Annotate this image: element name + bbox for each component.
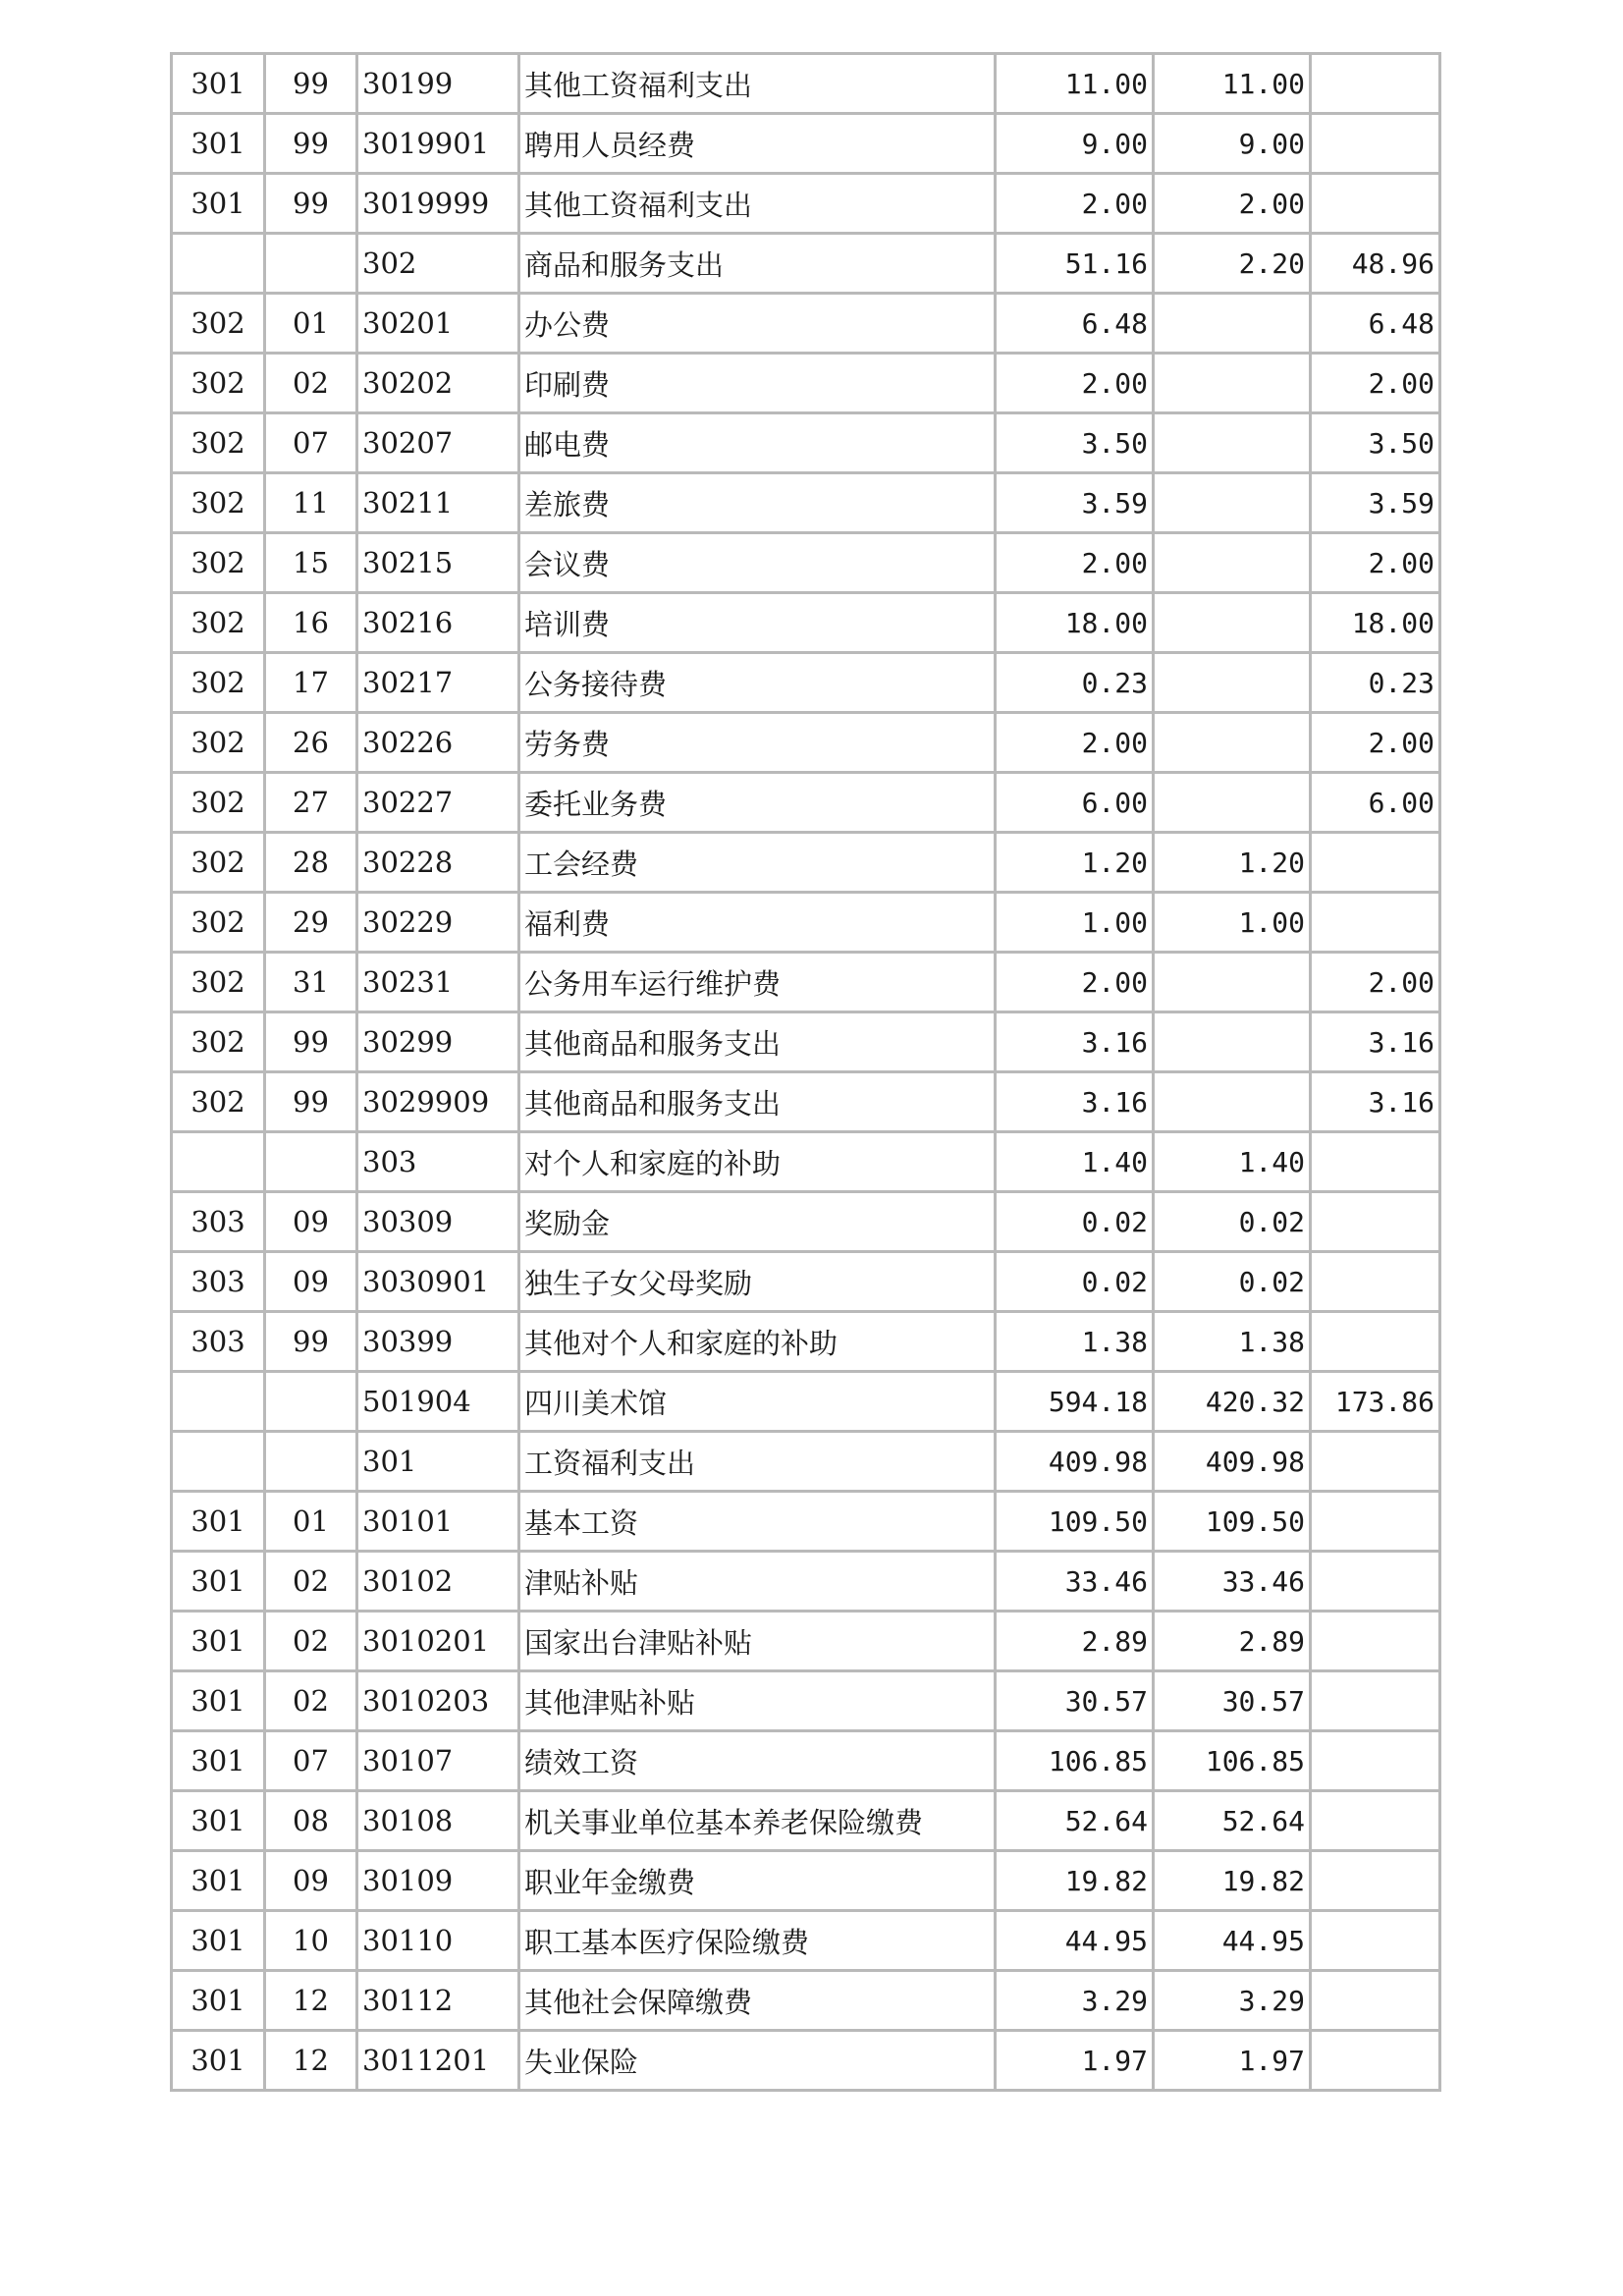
subject-code-cell: 30231	[357, 953, 519, 1012]
category-section-cell: 99	[265, 54, 357, 114]
total-amount-cell: 1.20	[996, 833, 1154, 893]
subject-code-cell: 3010203	[357, 1671, 519, 1731]
subject-name-cell: 福利费	[519, 893, 996, 953]
basic-expenditure-cell: 1.00	[1154, 893, 1311, 953]
subject-code-cell: 30216	[357, 593, 519, 653]
total-amount-cell: 594.18	[996, 1372, 1154, 1432]
category-section-cell: 07	[265, 413, 357, 473]
subject-code-cell: 30112	[357, 1971, 519, 2031]
project-expenditure-cell: 3.50	[1311, 413, 1440, 473]
category-class-cell: 301	[172, 1671, 265, 1731]
table-row	[172, 953, 1440, 1012]
category-class-cell: 301	[172, 1492, 265, 1552]
project-expenditure-cell: 3.59	[1311, 473, 1440, 533]
total-amount-cell: 106.85	[996, 1731, 1154, 1791]
subject-name-cell: 对个人和家庭的补助	[519, 1132, 996, 1192]
subject-code-cell: 3030901	[357, 1252, 519, 1312]
category-class-cell: 302	[172, 354, 265, 413]
project-expenditure-cell: 2.00	[1311, 354, 1440, 413]
basic-expenditure-cell: 1.40	[1154, 1132, 1311, 1192]
category-section-cell: 27	[265, 773, 357, 833]
category-section-cell: 31	[265, 953, 357, 1012]
subject-code-cell: 3029909	[357, 1072, 519, 1132]
project-expenditure-cell	[1311, 1731, 1440, 1791]
category-section-cell: 28	[265, 833, 357, 893]
subject-code-cell: 30202	[357, 354, 519, 413]
project-expenditure-cell	[1311, 2031, 1440, 2091]
category-section-cell: 17	[265, 653, 357, 713]
total-amount-cell: 1.40	[996, 1132, 1154, 1192]
table-row	[172, 1012, 1440, 1072]
total-amount-cell: 30.57	[996, 1671, 1154, 1731]
table-body	[172, 54, 1440, 2091]
subject-name-cell: 其他工资福利支出	[519, 54, 996, 114]
category-class-cell: 302	[172, 473, 265, 533]
subject-name-cell: 差旅费	[519, 473, 996, 533]
project-expenditure-cell: 2.00	[1311, 953, 1440, 1012]
category-section-cell: 16	[265, 593, 357, 653]
category-class-cell: 302	[172, 593, 265, 653]
category-class-cell: 301	[172, 1851, 265, 1911]
category-section-cell: 15	[265, 533, 357, 593]
basic-expenditure-cell	[1154, 653, 1311, 713]
subject-name-cell: 培训费	[519, 593, 996, 653]
basic-expenditure-cell: 33.46	[1154, 1552, 1311, 1612]
category-class-cell: 302	[172, 413, 265, 473]
total-amount-cell: 3.16	[996, 1012, 1154, 1072]
project-expenditure-cell: 2.00	[1311, 533, 1440, 593]
subject-code-cell: 30299	[357, 1012, 519, 1072]
category-class-cell: 301	[172, 1552, 265, 1612]
total-amount-cell: 18.00	[996, 593, 1154, 653]
subject-name-cell: 津贴补贴	[519, 1552, 996, 1612]
basic-expenditure-cell	[1154, 533, 1311, 593]
category-section-cell: 12	[265, 1971, 357, 2031]
table-row	[172, 114, 1440, 174]
subject-code-cell: 302	[357, 234, 519, 294]
category-section-cell	[265, 1372, 357, 1432]
project-expenditure-cell	[1311, 1791, 1440, 1851]
project-expenditure-cell: 3.16	[1311, 1012, 1440, 1072]
project-expenditure-cell	[1311, 1612, 1440, 1671]
table-row	[172, 893, 1440, 953]
basic-expenditure-cell	[1154, 294, 1311, 354]
category-class-cell: 301	[172, 1971, 265, 2031]
basic-expenditure-cell: 30.57	[1154, 1671, 1311, 1731]
table-row	[172, 1192, 1440, 1252]
table-row	[172, 1132, 1440, 1192]
project-expenditure-cell	[1311, 174, 1440, 234]
subject-code-cell: 30110	[357, 1911, 519, 1971]
table-row	[172, 1851, 1440, 1911]
basic-expenditure-cell: 11.00	[1154, 54, 1311, 114]
basic-expenditure-cell	[1154, 473, 1311, 533]
subject-code-cell: 30309	[357, 1192, 519, 1252]
total-amount-cell: 9.00	[996, 114, 1154, 174]
basic-expenditure-cell: 52.64	[1154, 1791, 1311, 1851]
category-section-cell: 09	[265, 1851, 357, 1911]
subject-code-cell: 30108	[357, 1791, 519, 1851]
total-amount-cell: 3.50	[996, 413, 1154, 473]
category-section-cell: 11	[265, 473, 357, 533]
subject-name-cell: 其他社会保障缴费	[519, 1971, 996, 2031]
basic-expenditure-cell: 106.85	[1154, 1731, 1311, 1791]
total-amount-cell: 3.29	[996, 1971, 1154, 2031]
subject-code-cell: 301	[357, 1432, 519, 1492]
basic-expenditure-cell: 19.82	[1154, 1851, 1311, 1911]
subject-name-cell: 职业年金缴费	[519, 1851, 996, 1911]
category-section-cell	[265, 1432, 357, 1492]
basic-expenditure-cell	[1154, 593, 1311, 653]
table-row	[172, 653, 1440, 713]
basic-expenditure-cell: 2.89	[1154, 1612, 1311, 1671]
project-expenditure-cell	[1311, 893, 1440, 953]
category-section-cell: 29	[265, 893, 357, 953]
category-class-cell: 301	[172, 54, 265, 114]
basic-expenditure-cell: 3.29	[1154, 1971, 1311, 2031]
basic-expenditure-cell: 0.02	[1154, 1252, 1311, 1312]
subject-name-cell: 职工基本医疗保险缴费	[519, 1911, 996, 1971]
subject-name-cell: 会议费	[519, 533, 996, 593]
table-row	[172, 1971, 1440, 2031]
subject-name-cell: 奖励金	[519, 1192, 996, 1252]
subject-code-cell: 30399	[357, 1312, 519, 1372]
table-row	[172, 354, 1440, 413]
basic-expenditure-cell	[1154, 413, 1311, 473]
category-class-cell: 302	[172, 1012, 265, 1072]
category-section-cell: 99	[265, 1072, 357, 1132]
table-row	[172, 1612, 1440, 1671]
subject-name-cell: 工资福利支出	[519, 1432, 996, 1492]
category-section-cell	[265, 1132, 357, 1192]
basic-expenditure-cell: 0.02	[1154, 1192, 1311, 1252]
subject-name-cell: 机关事业单位基本养老保险缴费	[519, 1791, 996, 1851]
category-class-cell: 302	[172, 533, 265, 593]
category-section-cell: 99	[265, 114, 357, 174]
basic-expenditure-cell: 1.20	[1154, 833, 1311, 893]
budget-expenditure-table	[170, 52, 1441, 2092]
category-section-cell: 99	[265, 174, 357, 234]
project-expenditure-cell: 0.23	[1311, 653, 1440, 713]
category-section-cell: 01	[265, 294, 357, 354]
subject-code-cell: 3011201	[357, 2031, 519, 2091]
total-amount-cell: 0.23	[996, 653, 1154, 713]
total-amount-cell: 33.46	[996, 1552, 1154, 1612]
table-row	[172, 174, 1440, 234]
subject-name-cell: 其他商品和服务支出	[519, 1072, 996, 1132]
table-row	[172, 1791, 1440, 1851]
basic-expenditure-cell: 44.95	[1154, 1911, 1311, 1971]
category-section-cell: 02	[265, 1552, 357, 1612]
project-expenditure-cell	[1311, 1671, 1440, 1731]
total-amount-cell: 109.50	[996, 1492, 1154, 1552]
total-amount-cell: 1.38	[996, 1312, 1154, 1372]
project-expenditure-cell	[1311, 1971, 1440, 2031]
table-row	[172, 1911, 1440, 1971]
category-class-cell: 302	[172, 653, 265, 713]
table-row	[172, 1372, 1440, 1432]
subject-code-cell: 30215	[357, 533, 519, 593]
total-amount-cell: 1.00	[996, 893, 1154, 953]
category-section-cell	[265, 234, 357, 294]
category-class-cell	[172, 234, 265, 294]
project-expenditure-cell	[1311, 833, 1440, 893]
category-class-cell: 302	[172, 833, 265, 893]
category-section-cell: 09	[265, 1192, 357, 1252]
project-expenditure-cell: 18.00	[1311, 593, 1440, 653]
subject-name-cell: 委托业务费	[519, 773, 996, 833]
total-amount-cell: 44.95	[996, 1911, 1154, 1971]
project-expenditure-cell: 173.86	[1311, 1372, 1440, 1432]
table-row	[172, 1312, 1440, 1372]
category-section-cell: 02	[265, 1612, 357, 1671]
category-class-cell: 303	[172, 1192, 265, 1252]
category-class-cell: 301	[172, 1791, 265, 1851]
subject-code-cell: 30101	[357, 1492, 519, 1552]
project-expenditure-cell: 2.00	[1311, 713, 1440, 773]
category-class-cell: 301	[172, 2031, 265, 2091]
subject-code-cell: 30207	[357, 413, 519, 473]
basic-expenditure-cell: 2.00	[1154, 174, 1311, 234]
total-amount-cell: 409.98	[996, 1432, 1154, 1492]
table-row	[172, 413, 1440, 473]
project-expenditure-cell	[1311, 1552, 1440, 1612]
subject-code-cell: 30227	[357, 773, 519, 833]
table-row	[172, 54, 1440, 114]
subject-name-cell: 公务接待费	[519, 653, 996, 713]
category-class-cell: 301	[172, 114, 265, 174]
total-amount-cell: 11.00	[996, 54, 1154, 114]
table-row	[172, 1731, 1440, 1791]
subject-code-cell: 30199	[357, 54, 519, 114]
subject-code-cell: 30226	[357, 713, 519, 773]
total-amount-cell: 2.00	[996, 354, 1154, 413]
category-section-cell: 01	[265, 1492, 357, 1552]
project-expenditure-cell	[1311, 1432, 1440, 1492]
subject-name-cell: 其他对个人和家庭的补助	[519, 1312, 996, 1372]
table-row	[172, 1252, 1440, 1312]
total-amount-cell: 2.89	[996, 1612, 1154, 1671]
table-row	[172, 473, 1440, 533]
subject-name-cell: 工会经费	[519, 833, 996, 893]
total-amount-cell: 0.02	[996, 1192, 1154, 1252]
category-class-cell	[172, 1132, 265, 1192]
table-row	[172, 713, 1440, 773]
category-class-cell: 302	[172, 953, 265, 1012]
subject-name-cell: 公务用车运行维护费	[519, 953, 996, 1012]
total-amount-cell: 0.02	[996, 1252, 1154, 1312]
basic-expenditure-cell: 409.98	[1154, 1432, 1311, 1492]
subject-name-cell: 办公费	[519, 294, 996, 354]
project-expenditure-cell	[1311, 1132, 1440, 1192]
category-class-cell: 303	[172, 1252, 265, 1312]
project-expenditure-cell: 48.96	[1311, 234, 1440, 294]
project-expenditure-cell	[1311, 1851, 1440, 1911]
subject-code-cell: 30217	[357, 653, 519, 713]
total-amount-cell: 2.00	[996, 533, 1154, 593]
total-amount-cell: 51.16	[996, 234, 1154, 294]
basic-expenditure-cell: 1.97	[1154, 2031, 1311, 2091]
basic-expenditure-cell	[1154, 1072, 1311, 1132]
subject-code-cell: 30229	[357, 893, 519, 953]
subject-name-cell: 失业保险	[519, 2031, 996, 2091]
category-section-cell: 99	[265, 1312, 357, 1372]
project-expenditure-cell: 3.16	[1311, 1072, 1440, 1132]
subject-code-cell: 30211	[357, 473, 519, 533]
basic-expenditure-cell	[1154, 713, 1311, 773]
basic-expenditure-cell	[1154, 773, 1311, 833]
subject-code-cell: 30201	[357, 294, 519, 354]
table-row	[172, 1492, 1440, 1552]
total-amount-cell: 19.82	[996, 1851, 1154, 1911]
basic-expenditure-cell: 2.20	[1154, 234, 1311, 294]
total-amount-cell: 2.00	[996, 953, 1154, 1012]
category-class-cell: 301	[172, 1731, 265, 1791]
project-expenditure-cell: 6.48	[1311, 294, 1440, 354]
table-row	[172, 1552, 1440, 1612]
subject-name-cell: 印刷费	[519, 354, 996, 413]
project-expenditure-cell	[1311, 1492, 1440, 1552]
total-amount-cell: 3.16	[996, 1072, 1154, 1132]
subject-code-cell: 303	[357, 1132, 519, 1192]
subject-code-cell: 501904	[357, 1372, 519, 1432]
category-class-cell: 302	[172, 1072, 265, 1132]
subject-name-cell: 其他商品和服务支出	[519, 1012, 996, 1072]
project-expenditure-cell: 6.00	[1311, 773, 1440, 833]
category-section-cell: 12	[265, 2031, 357, 2091]
total-amount-cell: 2.00	[996, 713, 1154, 773]
project-expenditure-cell	[1311, 1252, 1440, 1312]
category-class-cell: 301	[172, 174, 265, 234]
table-row	[172, 593, 1440, 653]
project-expenditure-cell	[1311, 1312, 1440, 1372]
table-row	[172, 1671, 1440, 1731]
total-amount-cell: 1.97	[996, 2031, 1154, 2091]
project-expenditure-cell	[1311, 1911, 1440, 1971]
subject-name-cell: 独生子女父母奖励	[519, 1252, 996, 1312]
table-row	[172, 2031, 1440, 2091]
subject-code-cell: 3019999	[357, 174, 519, 234]
category-section-cell: 26	[265, 713, 357, 773]
project-expenditure-cell	[1311, 114, 1440, 174]
subject-code-cell: 30107	[357, 1731, 519, 1791]
category-class-cell: 302	[172, 893, 265, 953]
category-section-cell: 99	[265, 1012, 357, 1072]
total-amount-cell: 6.48	[996, 294, 1154, 354]
subject-code-cell: 3010201	[357, 1612, 519, 1671]
subject-code-cell: 30109	[357, 1851, 519, 1911]
basic-expenditure-cell: 109.50	[1154, 1492, 1311, 1552]
subject-name-cell: 邮电费	[519, 413, 996, 473]
basic-expenditure-cell: 420.32	[1154, 1372, 1311, 1432]
basic-expenditure-cell	[1154, 953, 1311, 1012]
basic-expenditure-cell: 1.38	[1154, 1312, 1311, 1372]
total-amount-cell: 3.59	[996, 473, 1154, 533]
category-class-cell: 302	[172, 294, 265, 354]
subject-name-cell: 商品和服务支出	[519, 234, 996, 294]
category-class-cell: 302	[172, 713, 265, 773]
table-row	[172, 234, 1440, 294]
category-section-cell: 07	[265, 1731, 357, 1791]
subject-name-cell: 聘用人员经费	[519, 114, 996, 174]
subject-name-cell: 国家出台津贴补贴	[519, 1612, 996, 1671]
category-section-cell: 08	[265, 1791, 357, 1851]
table-row	[172, 533, 1440, 593]
category-class-cell: 301	[172, 1911, 265, 1971]
category-section-cell: 09	[265, 1252, 357, 1312]
table-row	[172, 1432, 1440, 1492]
subject-name-cell: 四川美术馆	[519, 1372, 996, 1432]
subject-name-cell: 基本工资	[519, 1492, 996, 1552]
project-expenditure-cell	[1311, 54, 1440, 114]
category-section-cell: 02	[265, 1671, 357, 1731]
category-class-cell: 302	[172, 773, 265, 833]
subject-name-cell: 其他工资福利支出	[519, 174, 996, 234]
category-class-cell: 303	[172, 1312, 265, 1372]
table-row	[172, 294, 1440, 354]
subject-name-cell: 劳务费	[519, 713, 996, 773]
basic-expenditure-cell	[1154, 354, 1311, 413]
category-section-cell: 10	[265, 1911, 357, 1971]
category-class-cell	[172, 1432, 265, 1492]
table-row	[172, 773, 1440, 833]
subject-name-cell: 绩效工资	[519, 1731, 996, 1791]
category-class-cell: 301	[172, 1612, 265, 1671]
subject-code-cell: 3019901	[357, 114, 519, 174]
category-section-cell: 02	[265, 354, 357, 413]
basic-expenditure-cell: 9.00	[1154, 114, 1311, 174]
subject-code-cell: 30102	[357, 1552, 519, 1612]
total-amount-cell: 6.00	[996, 773, 1154, 833]
basic-expenditure-cell	[1154, 1012, 1311, 1072]
project-expenditure-cell	[1311, 1192, 1440, 1252]
table-row	[172, 833, 1440, 893]
total-amount-cell: 2.00	[996, 174, 1154, 234]
category-class-cell	[172, 1372, 265, 1432]
total-amount-cell: 52.64	[996, 1791, 1154, 1851]
table-row	[172, 1072, 1440, 1132]
subject-code-cell: 30228	[357, 833, 519, 893]
subject-name-cell: 其他津贴补贴	[519, 1671, 996, 1731]
